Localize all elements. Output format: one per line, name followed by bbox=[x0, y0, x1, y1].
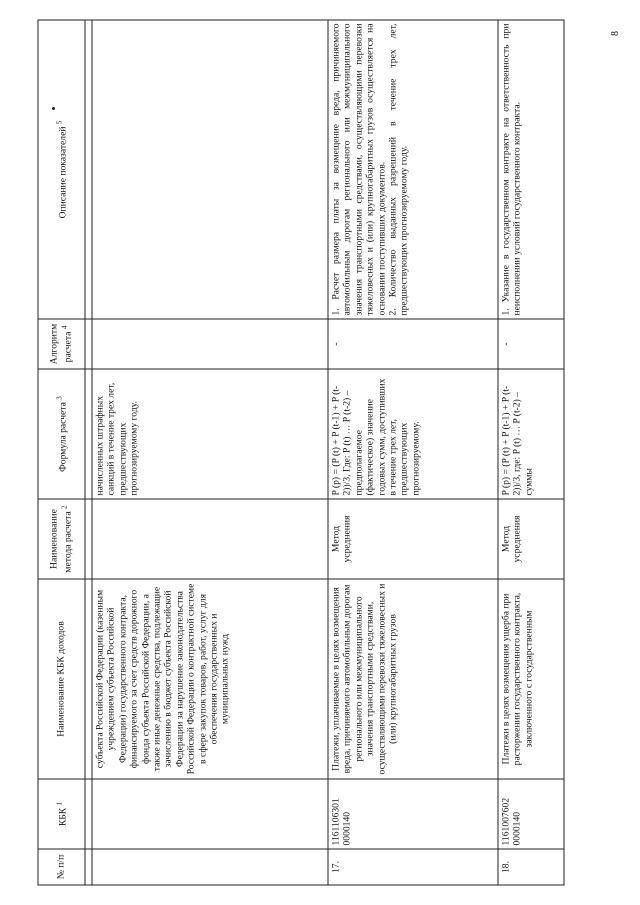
cell-algo: - bbox=[328, 319, 498, 369]
header-kbk: КБК $^1$ bbox=[38, 779, 85, 849]
header-name: Наименование КБК доходов bbox=[38, 579, 85, 779]
cell-formula: P (p) = (P (t) + P (t-1) + P (t-2))/3, Где: P (t) … P (t-2) – предполагаемое (фактическое) значение годовых сумм, доступивших в течение трех лет, предшествующих прогнозируемому. bbox=[328, 369, 498, 499]
cell-kbk bbox=[92, 779, 328, 849]
cell-num: 17. bbox=[328, 849, 498, 885]
cell-name: субъекта Российской Федерации (казенным учреждением субъекта Российской Федерации) государственного контракта, финансируемого за счет средств дорожного фонда субъекта Российской Федерации, а также иные денежные средства, подлежащие зачислению в бюджет субъекта Российской Федерации за нарушение законодательства Российской Федерации о контрактной системе в сфере закупок товаров, работ, услуг для обеспечения государственных и муниципальных нужд bbox=[92, 579, 328, 779]
table-row bbox=[92, 20, 328, 885]
cell-desc bbox=[92, 20, 328, 319]
cell-algo bbox=[92, 319, 328, 369]
cell-num bbox=[92, 849, 328, 885]
revenue-forecast-table bbox=[38, 19, 565, 885]
cell-kbk: 1161106301 0000140 bbox=[328, 779, 498, 849]
cell-desc bbox=[498, 20, 564, 319]
cell-algo: - bbox=[498, 319, 564, 369]
desc-item-2: 2. Количество выданных разрешений в течение трех лет, предшествующих прогнозируемому году. bbox=[387, 23, 410, 315]
desc-item-1: 1. Указание в государственном контракте на ответственность при неисполнении условий государственного контракта. bbox=[500, 23, 523, 315]
table-row bbox=[498, 20, 564, 885]
cell-name: Платежи, уплачиваемые в целях возмещения вреда, причиняемого автомобильным дорогам регионального или межмуниципального значения транспортными средствами, осуществляющими перевозки тяжеловесных и (или) крупногабаритных грузов bbox=[328, 579, 498, 779]
header-desc: Описание показателей $^5$ bbox=[38, 20, 85, 319]
table-row bbox=[328, 20, 498, 885]
cell-name: Платежи в целях возмещения ущерба при расторжении государственного контракта, заключенного с государственным bbox=[498, 579, 564, 779]
cell-method: Метод усреднения bbox=[498, 499, 564, 579]
page-number: 8 bbox=[610, 31, 621, 36]
cell-desc bbox=[328, 20, 498, 319]
desc-item-1: 1. Расчет размера платы за возмещение вреда, причиняемого автомобильным дорогам регионального или межмуниципального значения транспортными средствами, осуществляющими перевозки тяжеловесных и (или) крупногабаритных грузов осуществляется на основании поступивших документов. bbox=[330, 23, 388, 315]
cell-num: 18. bbox=[498, 849, 564, 885]
cell-method: Метод усреднения bbox=[328, 499, 498, 579]
header-formula: Формула расчета $^3$ bbox=[38, 369, 85, 499]
header-num: № п/п bbox=[38, 849, 85, 885]
cell-method bbox=[92, 499, 328, 579]
header-method: Наименование метода расчета $^2$ bbox=[38, 499, 85, 579]
rotated-table-container bbox=[38, 20, 603, 885]
header-spacer-row bbox=[85, 20, 92, 885]
cell-formula: начисленных штрафных санкций в течение трех лет, предшествующих прогнозируемому году. bbox=[92, 369, 328, 499]
cell-formula: P (p) = (P (t) + P (t-1) + P (t-2))/3, где: P (t) … P (t-2) – суммы bbox=[498, 369, 564, 499]
cell-kbk: 1161007602 0000140 bbox=[498, 779, 564, 849]
header-algo: Алгоритм расчета $^4$ bbox=[38, 319, 85, 369]
header-row bbox=[38, 20, 85, 885]
